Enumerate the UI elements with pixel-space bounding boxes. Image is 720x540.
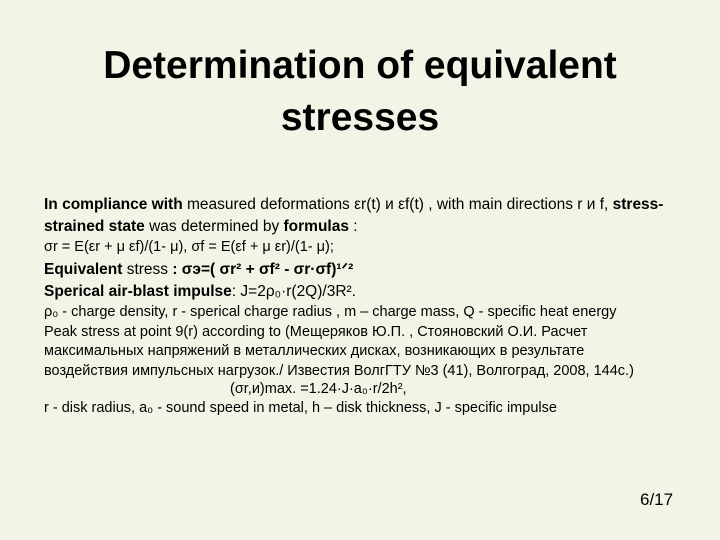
slide-title: Determination of equivalent stresses	[103, 44, 617, 139]
stress-word: stress	[122, 261, 173, 278]
equivalent-stress-line	[44, 261, 353, 280]
impulse-formula: : J=2ρ₀·r(2Q)/3R².	[231, 283, 356, 300]
variables-line: r - disk radius, a₀ - sound speed in metal, h – disk thickness, J - specific impulse	[44, 400, 557, 416]
state-term: strained state	[44, 218, 145, 235]
definitions-line: ρ₀ - charge density, r - sperical charge radius , m – charge mass, Q - specific heat energy	[44, 304, 617, 320]
reference-line-1: Peak stress at point 9(r) according to (Мещеряков Ю.П. , Стояновский О.И. Расчет	[44, 324, 588, 340]
formulas-term: formulas	[283, 218, 349, 235]
peak-stress-formula: (σr,и)max. =1.24·J·a₀·r/2h²,	[230, 381, 407, 397]
state-text: was determined by	[144, 218, 284, 235]
state-line	[44, 218, 358, 237]
state-colon: :	[348, 218, 358, 235]
impulse-line	[44, 283, 356, 302]
equivalent-term: Equivalent	[44, 261, 123, 278]
intro-text: measured deformations εr(t) и εf(t) , with main directions r и f,	[182, 196, 613, 213]
page-number: 6/17	[640, 490, 674, 509]
equivalent-formula: : σэ=( σr² + σf² - σr·σf)¹ᐟ²	[172, 261, 354, 278]
reference-line-3: воздействия импульсных нагрузок./ Известия ВолгГТУ №3 (41), Волгоград, 2008, 144с.)	[44, 363, 634, 379]
reference-line-2: максимальных напряжений в металлических дисках, возникающих в результате	[44, 343, 585, 359]
intro-lead: In compliance with	[44, 196, 183, 213]
impulse-term: Sperical air-blast impulse	[44, 283, 232, 300]
intro-line	[44, 196, 663, 215]
intro-stress-term: stress-	[612, 196, 664, 213]
stress-formulas: σr = E(εr + μ εf)/(1- μ), σf = E(εf + μ εr)/(1- μ);	[44, 239, 334, 255]
